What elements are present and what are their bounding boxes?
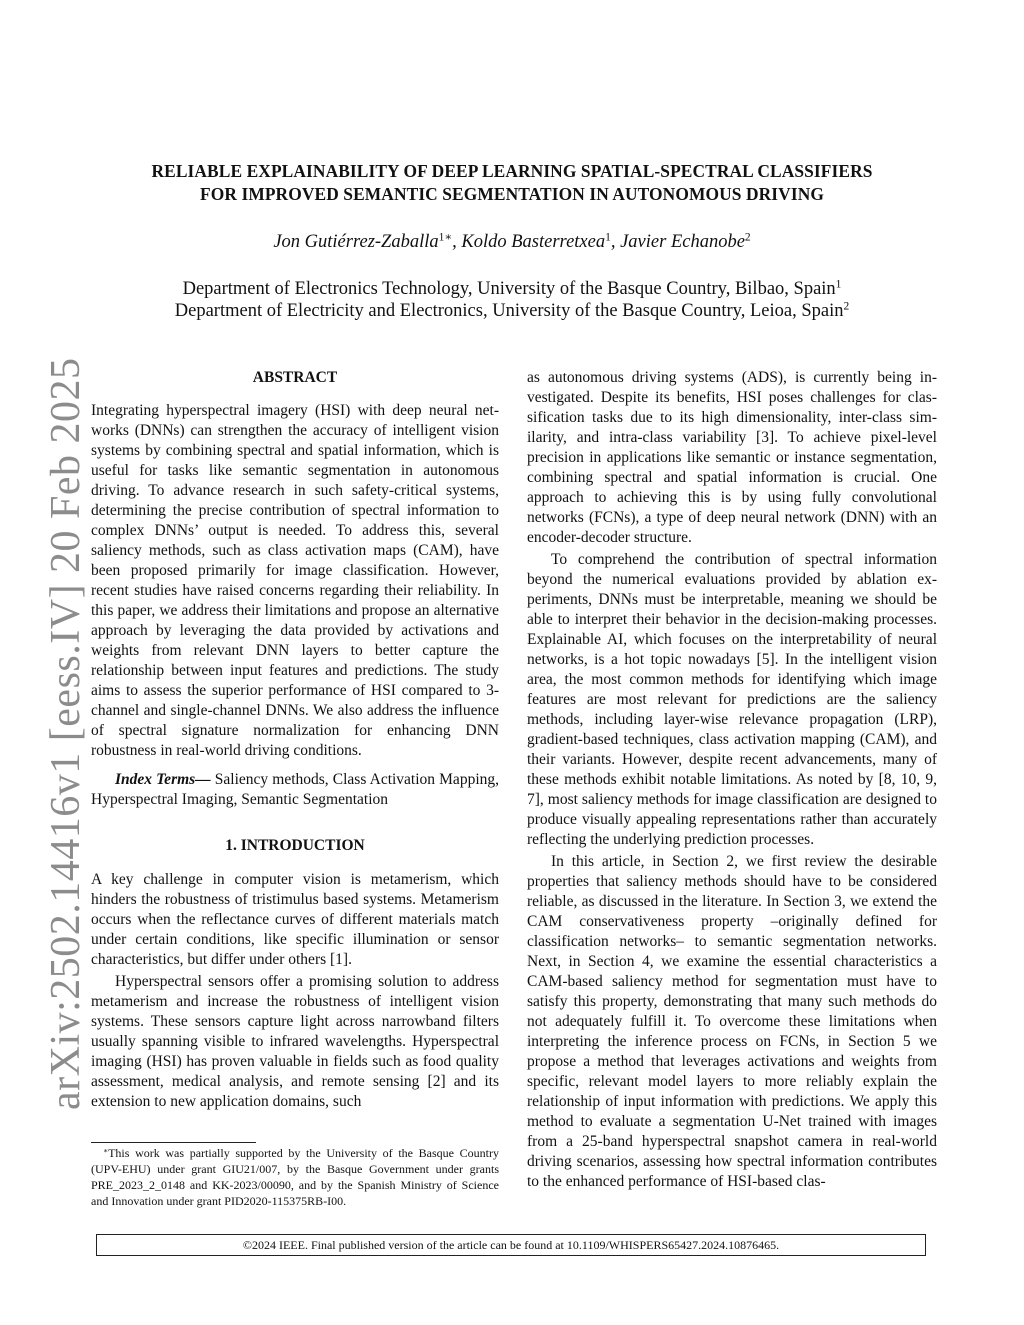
footnote-mark: ∗ (103, 1145, 109, 1155)
intro-paragraph-2: Hyperspectral sensors offer a promising solution to address metamerism and increase the robustness of intelligent vision systems. These sensors capture light across narrowband filters usually spanning visible to infrared wavelengths. Hyperspectral imaging (HSI) has proven valuable in fields such as food quality assessment, medical analysis, and remote sensing [2] and its extension to new application domains, such (91, 973, 499, 1110)
intro-paragraph-1: A key challenge in computer vision is metamerism, which hinders the robustness of tristimulus based systems. Metamerism occurs when the reflectance curves of different materials match under certain conditions, like specific illumination or sensor characteristics, but differ under others [1]. (91, 871, 499, 968)
author-name: Javier Echanobe (620, 232, 745, 252)
author-separator: , (452, 232, 462, 252)
arxiv-identifier-stamp: arXiv:2502.14416v1 [eess.IV] 20 Feb 2025 (43, 357, 89, 1110)
left-column (91, 368, 499, 1112)
introduction-heading: 1. INTRODUCTION (225, 837, 365, 854)
funding-footnote (91, 1145, 499, 1209)
author-name: Koldo Basterretxea (461, 232, 606, 252)
intro-paragraph-4: In this article, in Section 2, we first review the desirable properties that saliency methods should have to be considered reliable, as discussed in the literature. In Section 3, we extend the CAM conservativeness property –originally defined for classification networks– to semantic segmentation networks. Next, in Section 4, we examine the essential characteristics a CAM-based saliency method for segmentation must have to satisfy this property, demonstrating that many such methods do not adequately fulfill it. To overcome these limitations when interpreting the inference process on FCNs, in Section 5 we propose a method that leverages activations and weights from specific, relevant model layers to more reliably explain the relationship of input information with predictions. We apply this method to evaluate a segmentation U-Net trained with images from a 25-band hyperspectral snapshot camera in real-world driving scenarios, assessing how spectral information contributes to the enhanced performance of HSI-based clas- (527, 853, 937, 1190)
abstract-text: Integrating hyperspectral imagery (HSI) with deep neural networks (DNNs) can strengthen the accuracy of intelligent vision systems by combining spectral and spatial information, which is useful for tasks like semantic segmentation in autonomous driving. To advance research in such safety-critical systems, determining the precise contribution of spectral information to complex DNNs’ output is needed. To address this, several saliency methods, such as class activation maps (CAM), have been proposed primarily for image classification. However, recent studies have raised concerns regarding their reliability. In this paper, we address their limitations and propose an alternative approach by leveraging the data provided by activations and weights from relevant DNN layers to better capture the relationship between input features and predictions. The study aims to assess the superior performance of HSI compared to 3-channel and single-channel DNNs. We also address the influence of spectral signature normalization for enhancing DNN robustness in real-world driving conditions. (91, 402, 499, 759)
affiliation-text: Department of Electricity and Electronics, University of the Basque Country, Leioa, Spain (174, 301, 844, 321)
paper-title-line-1: RELIABLE EXPLAINABILITY OF DEEP LEARNING SPATIAL-SPECTRAL CLASSIFIERS (151, 161, 873, 181)
paper-title (60, 160, 964, 206)
author-separator: , (610, 232, 621, 252)
intro-paragraph-2-continued: as autonomous driving systems (ADS), is currently being investigated. Despite its benefits, HSI poses challenges for classification tasks due to its high dimensionality, inter-class similarity, and intra-class variability [3]. To achieve pixel-level precision in applications like semantic or instance segmentation, combining spectral and spatial information is crucial. One approach to achieving this is by using fully convolutional networks (FCNs), a type of deep neural network (DNN) with an encoder-decoder structure. (527, 369, 937, 546)
author-list (60, 231, 964, 253)
author-affiliation-mark: 1 (605, 231, 611, 244)
intro-paragraph-3: To comprehend the contribution of spectral information beyond the numerical evaluations provided by ablation experiments, DNNs must be interpretable, meaning we should be able to interpret their behavior in the decision-making processes. Explainable AI, which focuses on the interpretability of neural networks, is a hot topic nowadays [5]. In the intelligent vision area, the most common methods for identifying which image features are most relevant for predictions are the saliency methods, including layer-wise relevance propagation (LRP), gradient-based techniques, class activation mapping (CAM), and their variants. However, despite recent advancements, many of these methods exhibit notable limitations. As noted by [8, 10, 9, 7], most saliency methods for image classification are designed to produce visually appealing representations rather than accurately reflecting the underlying prediction processes. (527, 551, 937, 848)
author-name: Jon Gutiérrez-Zaballa (273, 232, 439, 252)
author-affiliation-mark: 1∗ (438, 231, 453, 244)
affiliation-line (60, 278, 964, 300)
copyright-notice: ©2024 IEEE. Final published version of the article can be found at 10.1109/WHISPERS65427.2024.10876465. (96, 1234, 926, 1256)
affiliation-list (60, 278, 964, 322)
index-terms (91, 770, 499, 810)
index-terms-text: Saliency methods, Class Activation Mapping, Hyperspectral Imaging, Semantic Segmentation (91, 771, 499, 808)
affiliation-mark: 1 (835, 278, 842, 291)
affiliation-line (60, 300, 964, 322)
footnote-text: This work was partially supported by the University of the Basque Country (UPV-EHU) under grant GIU21/007, by the Basque Government under grants PRE_2023_2_0148 and KK-2023/00090, and by the Spanish Ministry of Science and Innovation under grant PID2020-115375RB-I00. (91, 1146, 499, 1208)
author-affiliation-mark: 2 (744, 231, 751, 244)
right-column (527, 368, 937, 1192)
affiliation-text: Department of Electronics Technology, University of the Basque Country, Bilbao, Spain (182, 279, 836, 299)
paper-title-line-2: FOR IMPROVED SEMANTIC SEGMENTATION IN AUTONOMOUS DRIVING (200, 184, 824, 204)
affiliation-mark: 2 (843, 300, 850, 313)
abstract-heading: ABSTRACT (252, 369, 338, 386)
index-terms-label: Index Terms— (115, 771, 211, 788)
footnote-rule (91, 1142, 256, 1143)
